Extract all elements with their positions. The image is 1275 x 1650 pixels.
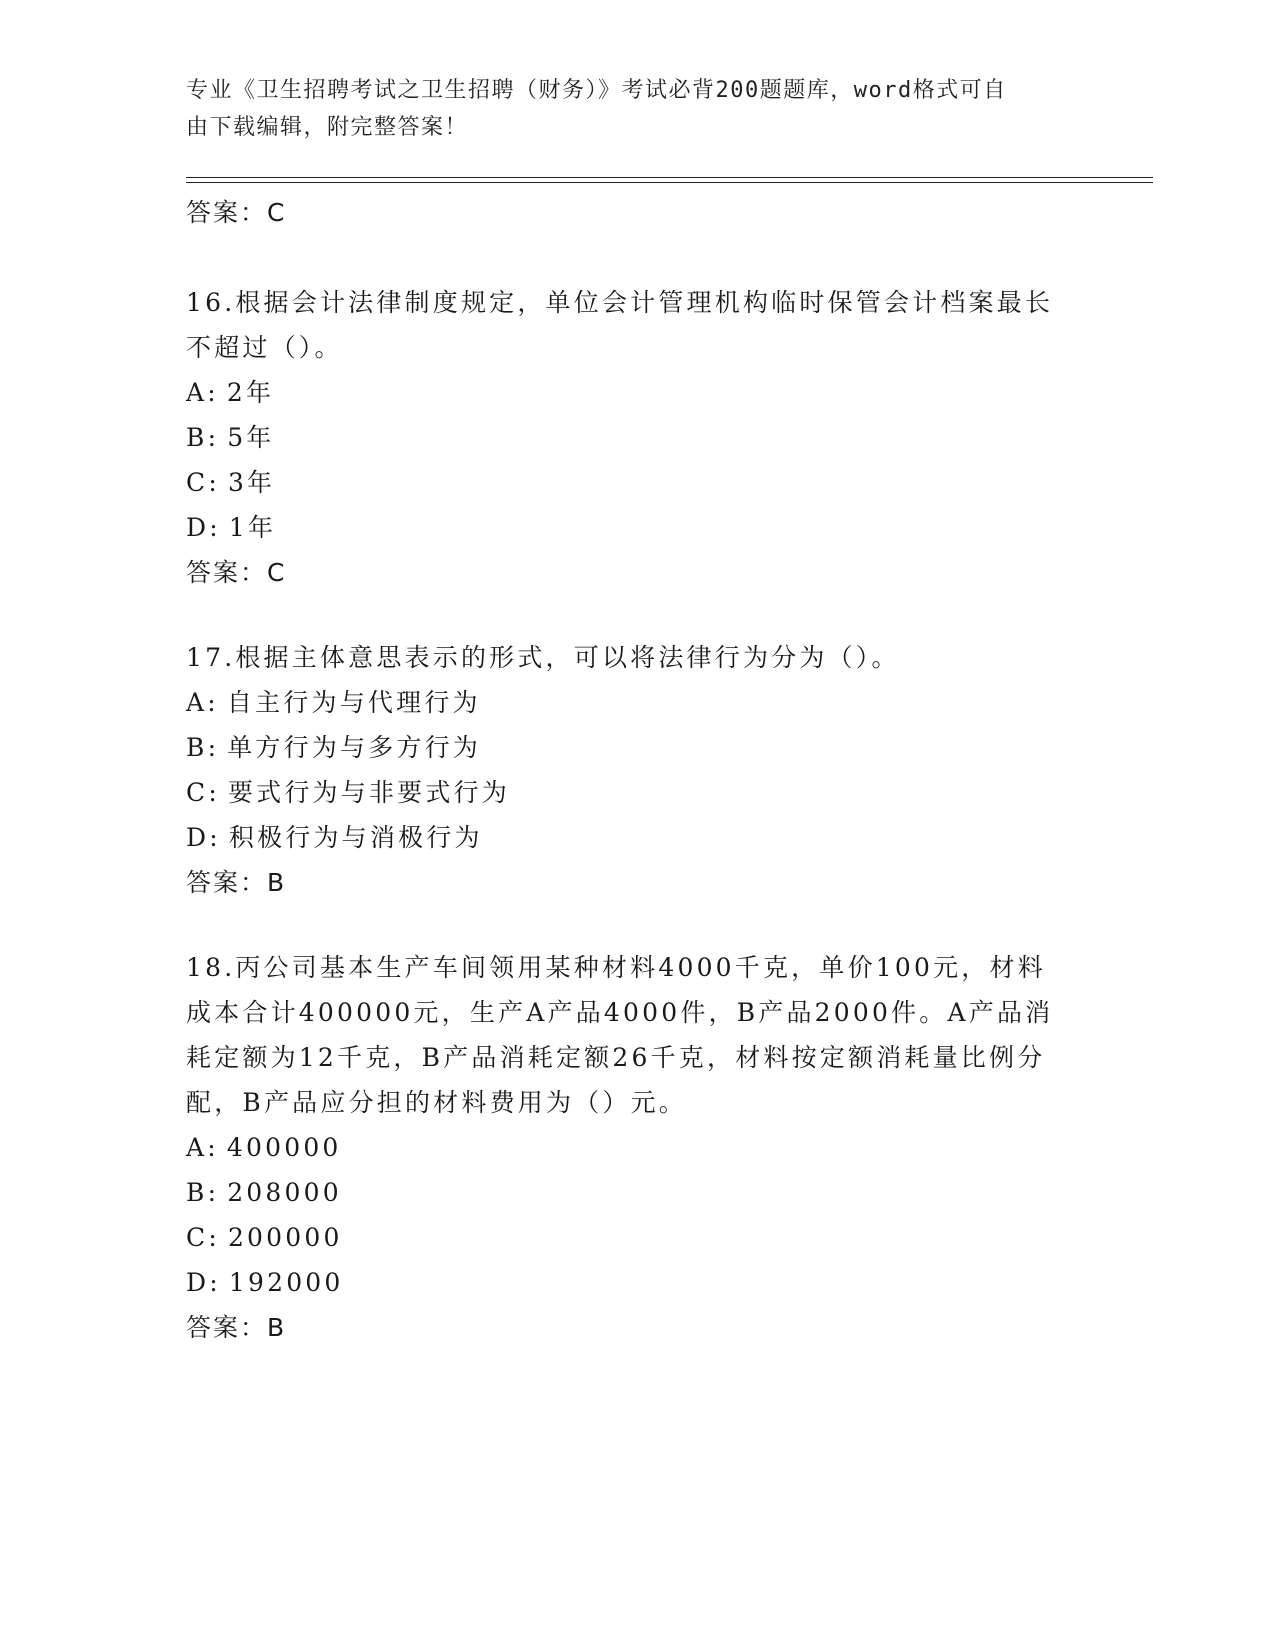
- option-text: 要式行为与非要式行为: [227, 778, 510, 807]
- option-letter: B:: [186, 423, 220, 452]
- option-d: [186, 1260, 1086, 1305]
- option-text: 400000: [226, 1133, 342, 1162]
- option-letter: A:: [186, 688, 219, 717]
- header-line-2: 由下载编辑，附完整答案！: [186, 115, 469, 140]
- option-letter: C:: [186, 778, 220, 807]
- option-text: 5年: [227, 423, 275, 452]
- option-letter: D:: [186, 513, 221, 542]
- option-text: 自主行为与代理行为: [226, 688, 481, 717]
- option-b: [186, 1170, 1086, 1215]
- option-c: [186, 460, 1086, 505]
- option-letter: D:: [186, 823, 221, 852]
- header-line-1: 专业《卫生招聘考试之卫生招聘（财务）》考试必背200题题库，word格式可自: [186, 78, 1007, 103]
- option-letter: D:: [186, 1268, 221, 1297]
- question-16: [186, 280, 1086, 596]
- header-divider-top: [186, 177, 1153, 178]
- option-letter: A:: [186, 1133, 219, 1162]
- question-stem: 不超过（）。: [186, 333, 343, 362]
- option-text: 1年: [228, 513, 277, 542]
- option-b: [186, 415, 1086, 460]
- answer-line: 答案：C: [186, 558, 287, 587]
- option-text: 3年: [227, 468, 276, 497]
- option-c: [186, 770, 1086, 815]
- option-letter: A:: [186, 378, 219, 407]
- question-stem: 16.根据会计法律制度规定，单位会计管理机构临时保管会计档案最长: [186, 288, 1054, 317]
- option-letter: C:: [186, 1223, 220, 1252]
- option-a: [186, 370, 1086, 415]
- answer-line: 答案：B: [186, 868, 287, 897]
- option-a: [186, 1125, 1086, 1170]
- option-text: 积极行为与消极行为: [228, 823, 483, 852]
- option-text: 单方行为与多方行为: [227, 733, 482, 762]
- document-header: [186, 72, 1066, 146]
- option-d: [186, 815, 1086, 860]
- answer-line: 答案：B: [186, 1313, 287, 1342]
- question-stem: 18.丙公司基本生产车间领用某种材料4000千克，单价100元，材料: [186, 953, 1046, 982]
- question-stem: 配，B产品应分担的材料费用为（）元。: [186, 1088, 687, 1117]
- header-divider-bottom: [186, 182, 1153, 183]
- option-text: 192000: [228, 1268, 344, 1297]
- option-b: [186, 725, 1086, 770]
- option-d: [186, 505, 1086, 550]
- question-18: [186, 945, 1086, 1351]
- option-c: [186, 1215, 1086, 1260]
- answer-line: 答案：C: [186, 198, 287, 227]
- option-text: 2年: [226, 378, 275, 407]
- option-text: 208000: [227, 1178, 342, 1207]
- option-letter: C:: [186, 468, 220, 497]
- document-body: [186, 190, 1086, 1351]
- question-stem: 17.根据主体意思表示的形式，可以将法律行为分为（）。: [186, 643, 900, 672]
- option-a: [186, 680, 1086, 725]
- question-17: [186, 635, 1086, 906]
- option-letter: B:: [186, 1178, 220, 1207]
- question-stem: 成本合计400000元，生产A产品4000件，B产品2000件。A产品消: [186, 998, 1054, 1027]
- option-letter: B:: [186, 733, 220, 762]
- option-text: 200000: [227, 1223, 343, 1252]
- question-stem: 耗定额为12千克，B产品消耗定额26千克，材料按定额消耗量比例分: [186, 1043, 1046, 1072]
